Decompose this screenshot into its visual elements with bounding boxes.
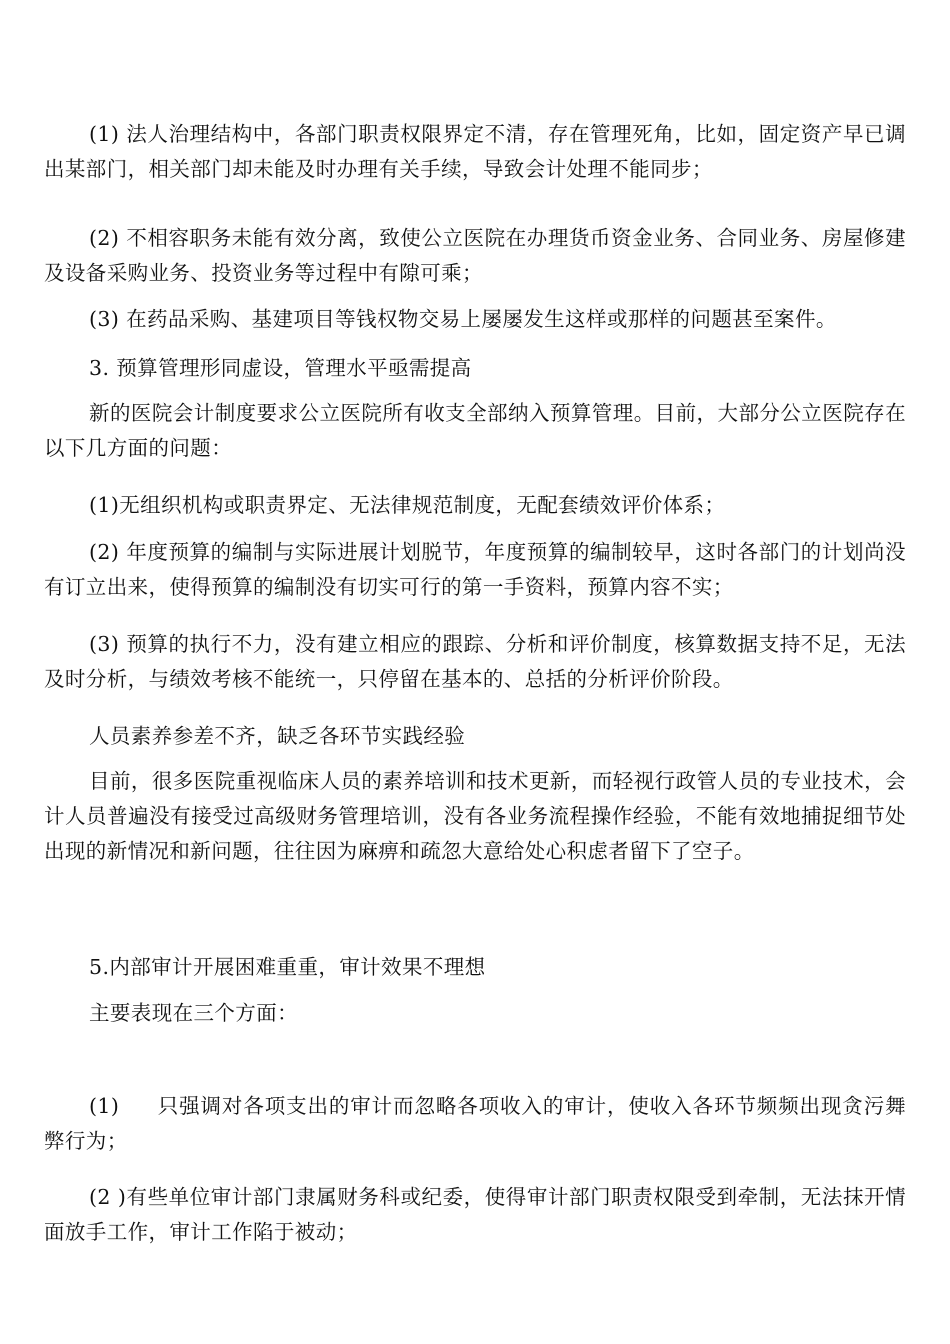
paragraph-12: 主要表现在三个方面：	[89, 1001, 298, 1025]
paragraph-1: (1) 法人治理结构中，各部门职责权限界定不清，存在管理死角，比如，固定资产早已调出某部门，相关部门却未能及时办理有关手续，导致会计处理不能同步；	[44, 122, 906, 181]
paragraph-14: (2 )有些单位审计部门隶属财务科或纪委，使得审计部门职责权限受到牵制，无法抹开情面放手工作，审计工作陷于被动；	[44, 1185, 906, 1244]
paragraph-13-text: 只强调对各项支出的审计而忽略各项收入的审计，使收入各环节频频出现贪污舞弊行为；	[44, 1094, 906, 1153]
list-marker: (1)	[89, 1094, 120, 1118]
section-heading-staff: 人员素养参差不齐，缺乏各环节实践经验	[89, 724, 466, 748]
paragraph-7: (2) 年度预算的编制与实际进展计划脱节，年度预算的编制较早，这时各部门的计划尚没有订立出来，使得预算的编制没有切实可行的第一手资料，预算内容不实；	[44, 540, 906, 599]
paragraph-2: (2) 不相容职务未能有效分离，致使公立医院在办理货币资金业务、合同业务、房屋修建及设备采购业务、投资业务等过程中有隙可乘；	[44, 226, 906, 285]
paragraph-13	[44, 1089, 906, 1159]
paragraph-8: (3) 预算的执行不力，没有建立相应的跟踪、分析和评价制度，核算数据支持不足，无法及时分析，与绩效考核不能统一，只停留在基本的、总括的分析评价阶段。	[44, 632, 906, 691]
section-heading-budget: 3. 预算管理形同虚设，管理水平亟需提高	[89, 356, 472, 380]
paragraph-5: 新的医院会计制度要求公立医院所有收支全部纳入预算管理。目前，大部分公立医院存在以下几方面的问题：	[44, 401, 906, 460]
section-heading-audit: 5.内部审计开展困难重重，审计效果不理想	[89, 955, 486, 979]
paragraph-10: 目前，很多医院重视临床人员的素养培训和技术更新，而轻视行政管人员的专业技术，会计人员普遍没有接受过高级财务管理培训，没有各业务流程操作经验，不能有效地捕捉细节处出现的新情况和新问题，往往因为麻痹和疏忽大意给处心积虑者留下了空子。	[44, 769, 906, 863]
paragraph-6: (1)无组织机构或职责界定、无法律规范制度，无配套绩效评价体系；	[89, 493, 726, 517]
paragraph-3: (3) 在药品采购、基建项目等钱权物交易上屡屡发生这样或那样的问题甚至案件。	[89, 307, 837, 331]
